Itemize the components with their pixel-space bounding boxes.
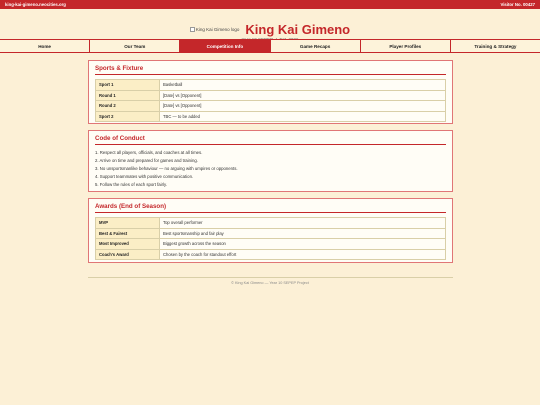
awards-panel — [88, 198, 453, 263]
sports-fixture-heading: Sports & Fixture — [95, 65, 446, 75]
nav-our-team[interactable]: Our Team — [90, 40, 180, 52]
row-key: Most Improved — [96, 239, 160, 250]
conduct-list — [95, 149, 446, 189]
broken-image-icon — [190, 27, 195, 32]
row-value: Biggest growth across the season — [160, 239, 446, 250]
table-row — [96, 228, 446, 239]
site-logo[interactable] — [190, 27, 240, 32]
site-url: king-kai-gimeno.neocities.org — [5, 2, 66, 7]
table-row — [96, 111, 446, 122]
list-item: 4. Support teammates with positive communication. — [95, 174, 194, 179]
footer-divider — [88, 277, 453, 278]
row-key: MVP — [96, 218, 160, 229]
list-item: 2. Arrive on time and prepared for games and training. — [95, 158, 198, 163]
site-header — [0, 9, 540, 37]
code-of-conduct-panel — [88, 130, 453, 192]
awards-heading: Awards (End of Season) — [95, 203, 446, 213]
site-title: King Kai Gimeno — [245, 22, 351, 37]
row-key: Round 1 — [96, 90, 160, 101]
row-key: Coach's Award — [96, 249, 160, 260]
nav-home[interactable]: Home — [0, 40, 90, 52]
main-nav — [0, 39, 540, 53]
nav-game-recaps[interactable]: Game Recaps — [271, 40, 361, 52]
row-value: Best sportsmanship and fair play — [160, 228, 446, 239]
table-row — [96, 249, 446, 260]
top-bar — [0, 0, 540, 9]
row-value: Chosen by the coach for standout effort — [160, 249, 446, 260]
row-key: Sport 2 — [96, 111, 160, 122]
table-row — [96, 101, 446, 112]
awards-table — [95, 217, 446, 260]
row-value: Top overall performer — [160, 218, 446, 229]
row-value: Basketball — [160, 80, 446, 91]
table-row — [96, 218, 446, 229]
list-item: 3. No unsportsmanlike behaviour — no arguing with umpires or opponents. — [95, 166, 238, 171]
row-key: Sport 1 — [96, 80, 160, 91]
nav-training-strategy[interactable]: Training & Strategy — [474, 43, 517, 49]
row-value: TBC — to be added — [160, 111, 446, 122]
list-item: 5. Follow the rules of each sport fairly. — [95, 182, 168, 187]
nav-competition-info[interactable]: Competition Info — [180, 40, 270, 52]
list-item: 1. Respect all players, officials, and coaches at all times. — [95, 150, 203, 155]
table-row — [96, 80, 446, 91]
site-footer: © King Kai Gimeno — Year 10 SEPEP Project — [231, 281, 309, 285]
table-row — [96, 90, 446, 101]
nav-player-profiles[interactable]: Player Profiles — [361, 40, 451, 52]
row-value: [Date] vs [Opponent] — [160, 90, 446, 101]
row-key: Round 2 — [96, 101, 160, 112]
sports-fixture-panel — [88, 60, 453, 124]
row-key: Best & Fairest — [96, 228, 160, 239]
code-of-conduct-heading: Code of Conduct — [95, 135, 446, 145]
visitor-counter: Visitor No. 00427 — [500, 2, 535, 7]
logo-alt-text: King Kai Gimeno logo — [195, 27, 240, 32]
fixture-table — [95, 79, 446, 122]
table-row — [96, 239, 446, 250]
row-value: [Date] vs [Opponent] — [160, 101, 446, 112]
